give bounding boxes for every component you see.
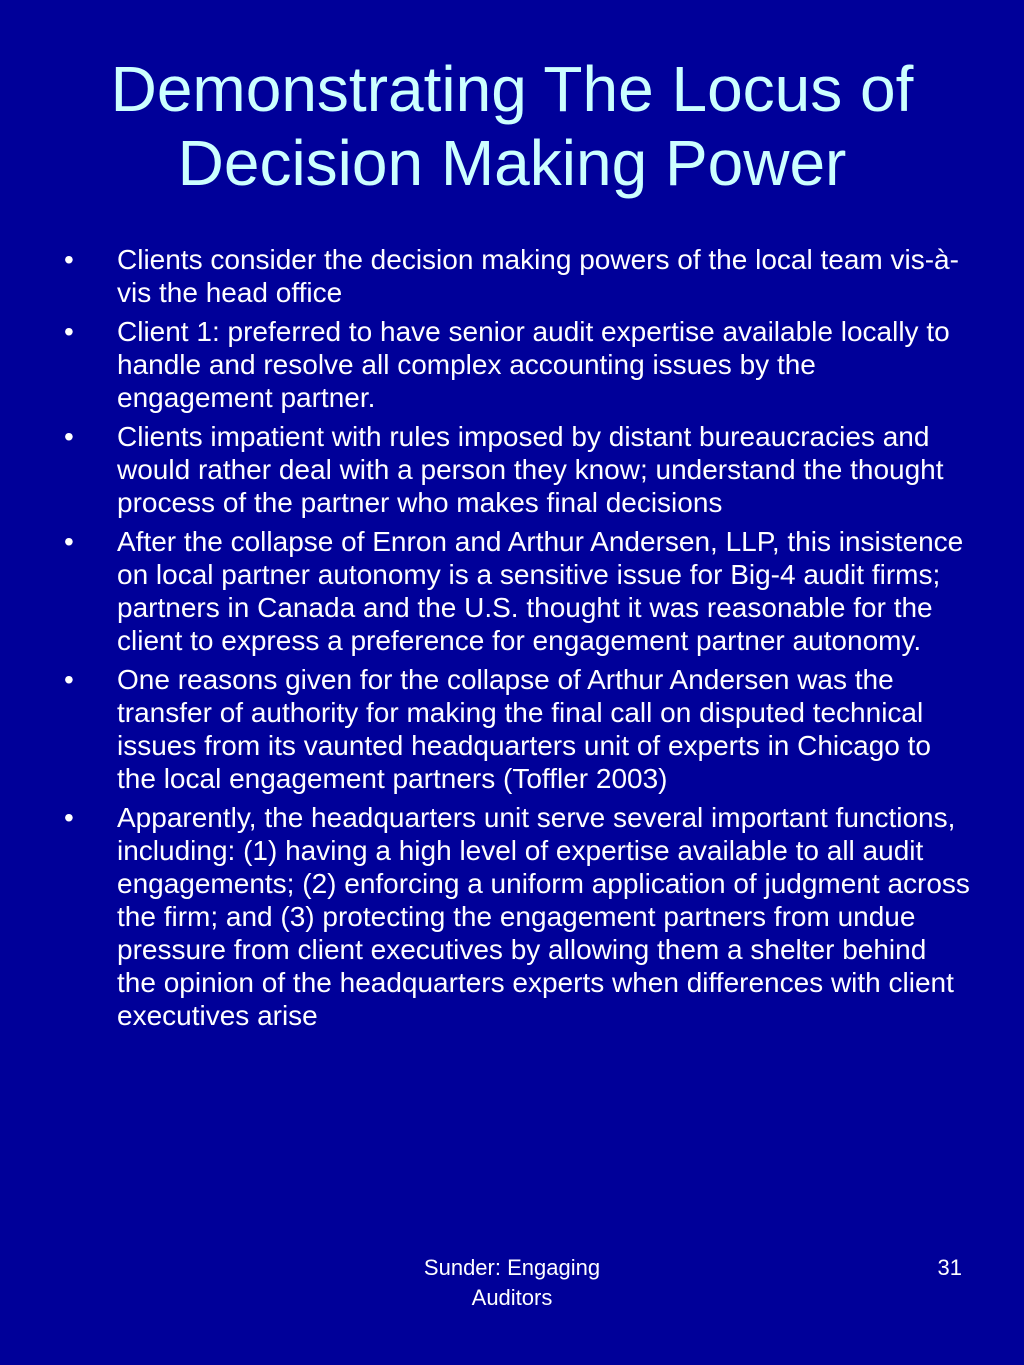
bullet-text: Clients consider the decision making powers of the local team vis-à-vis the head office <box>117 244 959 308</box>
bullet-item <box>62 525 972 657</box>
footer-source: Sunder: Engaging Auditors <box>423 1255 601 1310</box>
page-number: 31 <box>937 1255 962 1280</box>
bullet-item <box>62 420 972 519</box>
bullet-list <box>62 243 972 1038</box>
bullet-text: Apparently, the headquarters unit serve several important functions, including: (1) having a high level of expertise available to all audit engagements; (2) enforcing a uniform application of judgment across the firm; and (3) protecting the engagement partners from undue pressure from client executives by allowing them a shelter behind the opinion of the headquarters experts when differences with client executives arise <box>117 802 970 1031</box>
bullet-dot-icon: • <box>64 421 74 452</box>
bullet-item <box>62 801 972 1032</box>
bullet-item <box>62 243 972 309</box>
bullet-text: After the collapse of Enron and Arthur Andersen, LLP, this insistence on local partner autonomy is a sensitive issue for Big-4 audit firms; partners in Canada and the U.S. thought it was reasonable for the client to express a preference for engagement partner autonomy. <box>117 526 964 656</box>
bullet-dot-icon: • <box>64 244 74 275</box>
slide-title: Demonstrating The Locus of Decision Making Power <box>110 53 914 199</box>
bullet-dot-icon: • <box>64 664 74 695</box>
bullet-dot-icon: • <box>64 316 74 347</box>
bullet-text: Clients impatient with rules imposed by distant bureaucracies and would rather deal with a person they know; understand the thought process of the partner who makes final decisions <box>117 421 944 518</box>
bullet-dot-icon: • <box>64 526 74 557</box>
bullet-item <box>62 315 972 414</box>
bullet-item <box>62 663 972 795</box>
bullet-text: One reasons given for the collapse of Arthur Andersen was the transfer of authority for making the final call on disputed technical issues from its vaunted headquarters unit of experts in Chicago to the local engagement partners (Toffler 2003) <box>117 664 931 794</box>
bullet-dot-icon: • <box>64 802 74 833</box>
bullet-text: Client 1: preferred to have senior audit expertise available locally to handle and resolve all complex accounting issues by the engagement partner. <box>117 316 950 413</box>
